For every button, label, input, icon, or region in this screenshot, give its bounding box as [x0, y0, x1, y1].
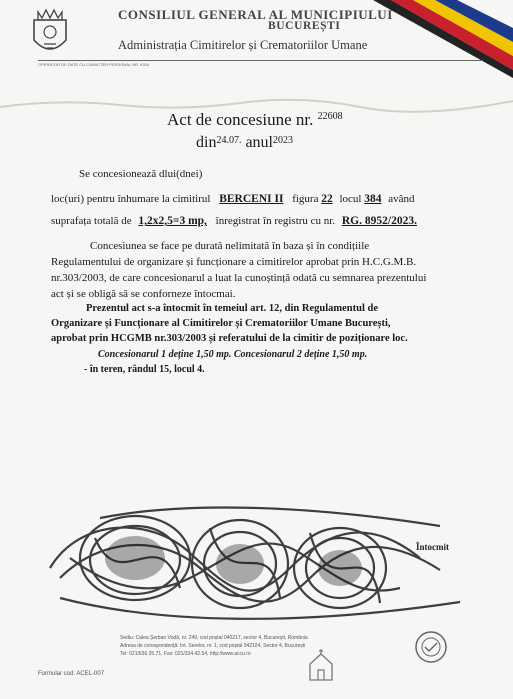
header-divider — [38, 60, 483, 61]
document-date-line — [196, 134, 293, 152]
header-operator-note: OPERATOR DE DATE CU CARACTER PERSONAL NR. 6330 — [38, 62, 149, 67]
date-value: 24.07. — [216, 135, 242, 146]
figure-label: figura — [292, 193, 319, 205]
year-value: 2023 — [273, 135, 293, 146]
date-prefix: din — [196, 134, 217, 151]
avand-label: având — [388, 193, 415, 205]
para2-line1: Prezentul act s-a întocmit în temeiul art. 12, din Regulamentul de — [86, 303, 379, 314]
concession-number: 22608 — [317, 111, 343, 122]
year-label: anul — [245, 134, 273, 151]
header-administration: Administrația Cimitirelor și Crematoriilor Umane — [118, 38, 368, 52]
footer-line3: Tel: 021/636.35.71, Fax: 021/334.42.54, http://www.accu.ro — [120, 651, 251, 657]
tricolor-ribbon — [373, 0, 513, 92]
document-title — [167, 110, 343, 130]
register-label: înregistrat în registru cu nr. — [215, 215, 336, 227]
redacted-stamps-area — [40, 498, 480, 630]
surface-label: suprafața totală de — [51, 215, 132, 227]
para1-line3: nr.303/2003, de care concesionarul a luat la cunoștință odată cu semnarea prezentului — [51, 272, 427, 284]
bucharest-crest-icon — [30, 6, 70, 58]
para1-line4: act și se obligă să se conforneze întocmai. — [51, 288, 236, 300]
surface-line — [51, 215, 417, 227]
chapel-icon — [306, 648, 336, 682]
locul-value: 384 — [364, 193, 382, 205]
footer-address — [120, 634, 308, 658]
certification-seal-icon — [414, 630, 448, 664]
para3-line2: - în teren, rândul 15, locul 4. — [84, 364, 205, 375]
form-code: Formular cod: ACEL-007 — [38, 671, 105, 677]
figure-value: 22 — [321, 193, 333, 205]
prepared-by-label: Întocmit — [416, 542, 449, 552]
cemetery-line-label: loc(uri) pentru înhumare la cimitirul — [51, 193, 211, 205]
para1-line2: Regulamentului de organizare și funcționare a cimitirelor aprobat prin H.C.G.M.B. — [51, 256, 417, 268]
title-text: Act de concesiune nr. — [167, 110, 314, 129]
register-value: RG. 8952/2023. — [341, 215, 417, 227]
cemetery-name: BERCENI II — [219, 193, 284, 205]
cemetery-line — [51, 193, 414, 205]
header-city: BUCUREȘTI — [268, 20, 341, 32]
para3-line1: Concesionarul 1 deține 1,50 mp. Concesionarul 2 deține 1,50 mp. — [98, 349, 368, 360]
para2-line2: Organizare și Funcționare al Cimitirelor și Crematoriilor Umane București, — [51, 318, 391, 329]
para1-line1: Concesiunea se face pe durată nelimitată în baza și în condițiile — [90, 240, 370, 252]
footer-line2: Adresa de corespondență: Int. Serelor, nr. 1, cod poștal 042124, Sector 4, București — [120, 643, 306, 649]
concession-holder-line: Se concesionează dlui(dnei) — [79, 168, 203, 180]
surface-value: 1,2x2,5=3 mp, — [138, 215, 207, 227]
header-council: CONSILIUL GENERAL AL MUNICIPIULUI — [118, 7, 393, 22]
para2-line3: aprobat prin HCGMB nr.303/2003 și referatului de la cimitir de poziționare loc. — [51, 333, 408, 344]
locul-label: locul — [339, 193, 362, 205]
footer-line1: Sediu: Calea Șerban Vodă, nr. 249, cod poștal 040217, sector 4, București, România — [120, 635, 308, 641]
